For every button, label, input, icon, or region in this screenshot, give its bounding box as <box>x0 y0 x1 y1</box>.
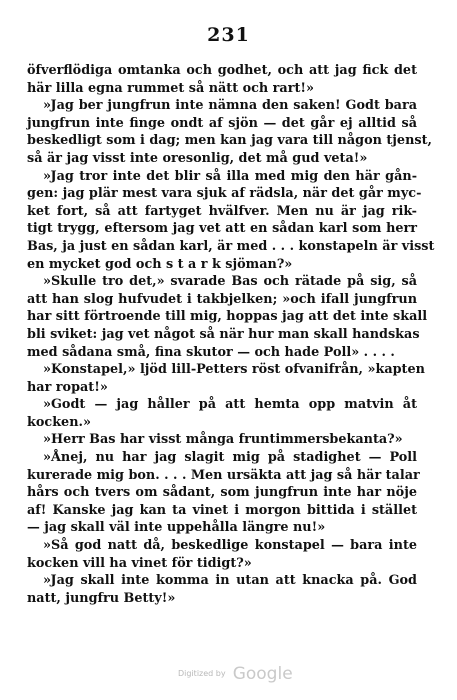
text-line: beskedligt som i dag; men kan jag vara till någon tjenst, <box>27 133 432 149</box>
text-line: så är jag visst inte oresonlig, det må gud veta!» <box>27 150 368 166</box>
digitized-watermark <box>178 664 293 684</box>
text-line: kocken vill ha vinet för tidigt?» <box>27 555 252 571</box>
text-line: — jag skall väl inte uppehålla längre nu!» <box>27 520 326 536</box>
text-line: här lilla egna rummet så nätt och rart!» <box>27 80 314 96</box>
watermark-brand: Google <box>232 664 293 684</box>
text-line: gen: jag plär mest vara sjuk af rädsla, när det går myc- <box>27 186 422 202</box>
text-line: kurerade mig bon. . . . Men ursäkta att jag så här talar <box>27 467 420 483</box>
text-line: har sitt förtroende till mig, hoppas jag att det inte skall <box>27 309 428 325</box>
text-line: Bas, ja just en sådan karl, är med . . . konstapeln är visst <box>27 238 435 254</box>
text-line: hårs och tvers om sådant, som jungfrun inte har nöje <box>27 485 417 501</box>
text-line: »Skulle tro det,» svarade Bas och rätade på sig, så <box>43 274 417 290</box>
text-line: kocken.» <box>27 414 91 430</box>
text-line: har ropat!» <box>27 379 108 395</box>
text-line: att han slog hufvudet i takbjelken; »och ifall jungfrun <box>27 291 417 307</box>
watermark-prefix: Digitized by <box>178 669 226 678</box>
text-line: »Konstapel,» ljöd lill-Petters röst ofvanifrån, »kapten <box>43 362 425 378</box>
text-line: »Jag ber jungfrun inte nämna den saken! Godt bara <box>43 98 417 114</box>
text-line: »Godt — jag håller på att hemta opp matvin åt <box>43 397 417 413</box>
text-line: »Herr Bas har visst många fruntimmersbekanta?» <box>43 432 403 448</box>
page-number: 231 <box>207 24 250 46</box>
text-line: »Så god natt då, beskedlige konstapel — bara inte <box>43 538 417 554</box>
text-line: jungfrun inte finge ondt af sjön — det går ej alltid så <box>27 115 417 131</box>
text-line: natt, jungfru Betty!» <box>27 590 176 606</box>
text-line: »Jag skall inte komma in utan att knacka på. God <box>43 573 417 589</box>
text-line: tigt trygg, eftersom jag vet att en sådan karl som herr <box>27 221 417 237</box>
text-line: en mycket god och s t a r k sjöman?» <box>27 256 293 272</box>
text-line: »Ånej, nu har jag slagit mig på stadighet — Poll <box>43 450 417 466</box>
text-line: med sådana små, fina skutor — och hade Poll» . . . . <box>27 344 395 360</box>
text-line: »Jag tror inte det blir så illa med mig den här gån- <box>43 168 417 184</box>
text-line: ket fort, så att fartyget hvälfver. Men nu är jag rik- <box>27 203 417 219</box>
text-line: öfverflödiga omtanka och godhet, och att jag fick det <box>27 63 417 78</box>
body-text <box>27 62 435 607</box>
text-line: bli sviket: jag vet något så när hur man skall handskas <box>27 326 420 342</box>
text-line: af! Kanske jag kan ta vinet i morgon bittida i stället <box>27 502 417 518</box>
